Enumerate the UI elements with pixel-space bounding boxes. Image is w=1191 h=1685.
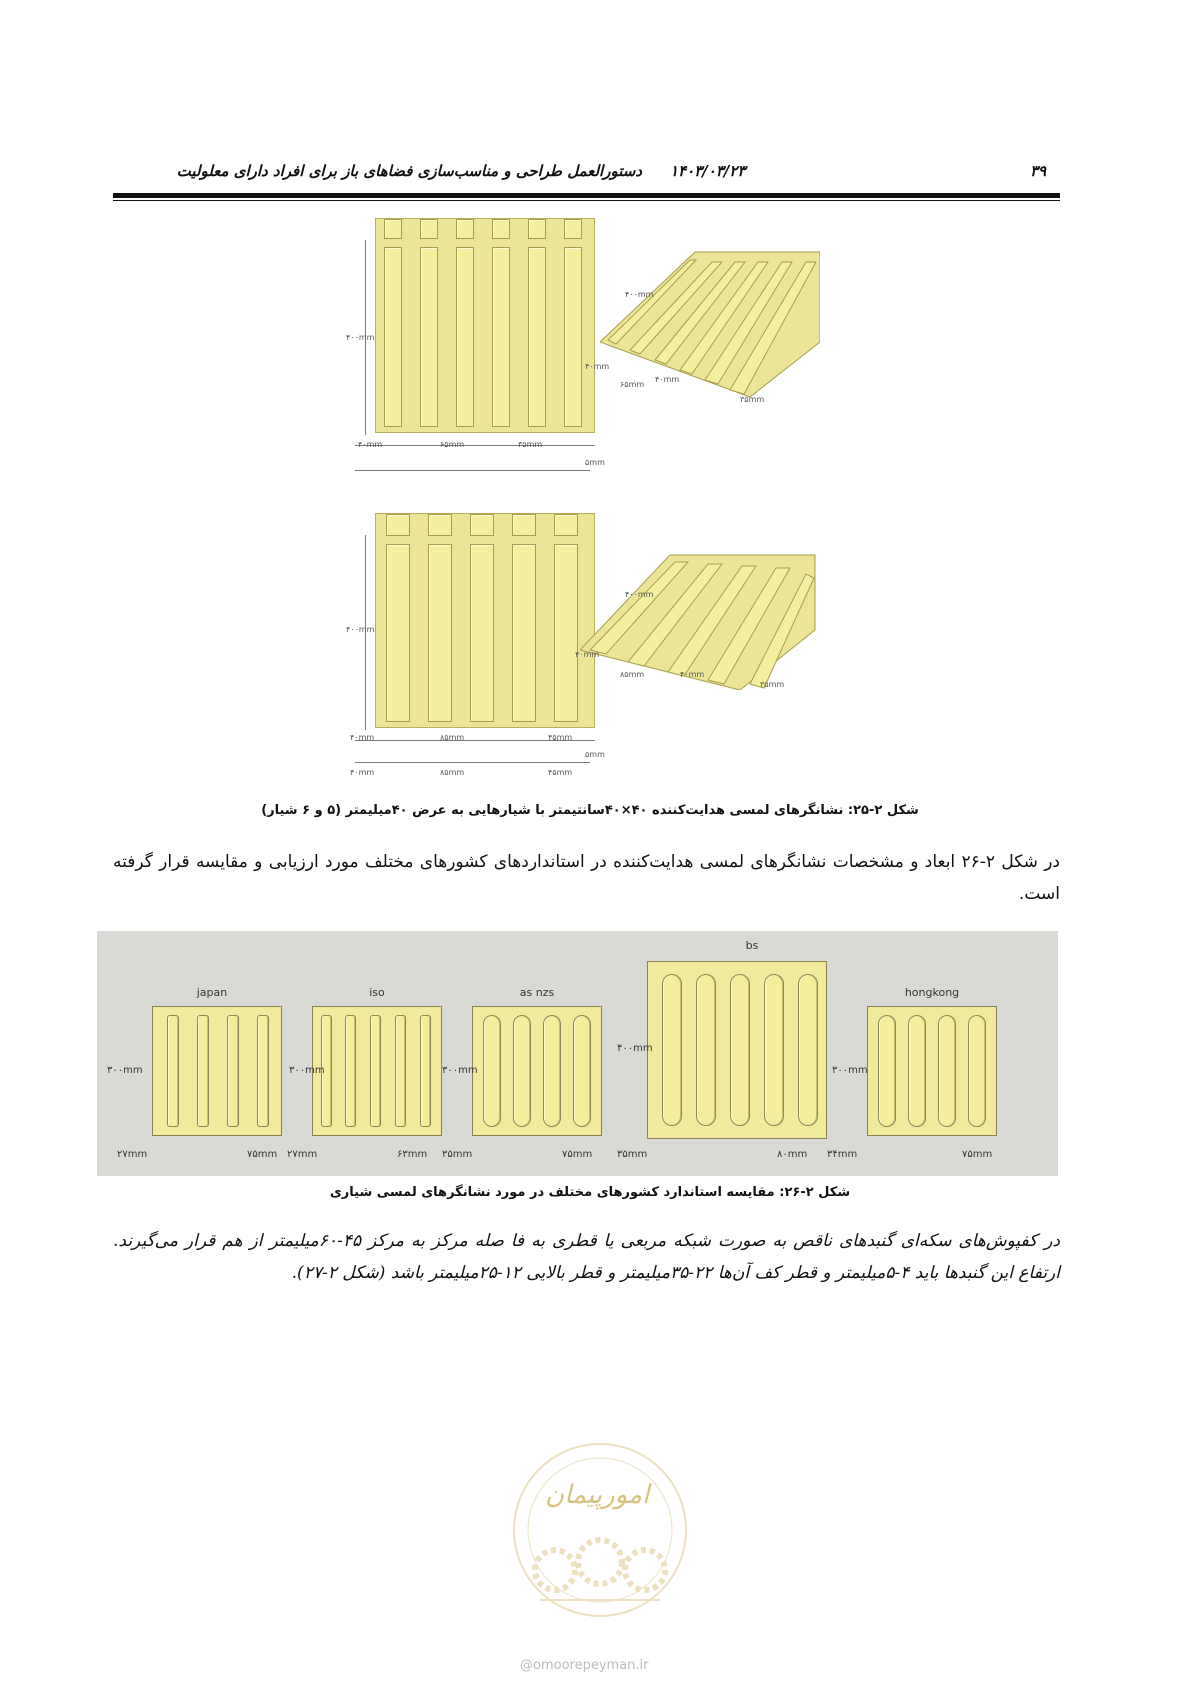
groove bbox=[730, 974, 750, 1126]
tile-right-dim: ۷۵mm bbox=[562, 1149, 593, 1160]
iso-label: ۴۰mm bbox=[585, 362, 610, 371]
groove bbox=[696, 974, 716, 1126]
tile-label: japan bbox=[196, 986, 228, 999]
watermark-logo-text: امورپیمان bbox=[545, 1480, 650, 1510]
groove bbox=[345, 1015, 356, 1127]
profile-line bbox=[355, 470, 590, 471]
groove bbox=[543, 1015, 561, 1127]
groove bbox=[420, 1015, 431, 1127]
header-date: ۱۴۰۳/۰۳/۲۳ bbox=[670, 162, 746, 180]
groove bbox=[257, 1015, 269, 1127]
groove-top bbox=[470, 514, 494, 536]
paragraph-2: در کفپوش‌های سکه‌ای گنبدهای ناقص به صورت شبکه مربعی یا قطری به فا صله مرکز به مرکز ۴۵-۶۰میلیمتر از هم قرار می‌گیرند. ارتفاع این گنبدها باید ۴-۵میلیمتر و قطر کف آن‌ها ۲۲-۳۵میلیمتر و قطر بالایی ۱۲-۲۵میلیمتر باشد (شکل ۲-۲۷). bbox=[113, 1231, 1060, 1283]
groove bbox=[483, 1015, 501, 1127]
header-rule bbox=[113, 193, 1060, 198]
figure-25-caption: شکل ۲-۲۵: نشانگرهای لمسی هدایت‌کننده ۴۰×۴۰سانتیمتر با شیارهایی به عرض ۴۰میلیمتر (۵ و ۶ شیار) bbox=[261, 803, 919, 818]
iso-label: ۳۵mm bbox=[740, 395, 765, 404]
iso-label: ۸۵mm bbox=[620, 670, 645, 679]
tile-right-dim: ۶۳mm bbox=[397, 1149, 428, 1160]
profile-dim: ۵mm bbox=[585, 458, 605, 467]
dim-label: ۴۵mm bbox=[548, 733, 573, 742]
tile-label: as nzs bbox=[519, 986, 555, 999]
tactile-tile-plan bbox=[375, 218, 595, 433]
tile-label: hongkong bbox=[904, 986, 960, 999]
groove-top bbox=[456, 219, 474, 239]
watermark-site: @omoorepeyman.ir bbox=[520, 1658, 649, 1673]
groove bbox=[798, 974, 818, 1126]
groove-top bbox=[528, 219, 546, 239]
profile-line bbox=[355, 762, 590, 763]
groove bbox=[167, 1015, 179, 1127]
groove bbox=[386, 544, 410, 722]
groove bbox=[513, 1015, 531, 1127]
profile-dim: ۸۵mm bbox=[440, 768, 465, 777]
tile-left-dim: ۲۷mm bbox=[117, 1149, 148, 1160]
groove-top bbox=[384, 219, 402, 239]
groove bbox=[554, 544, 578, 722]
groove-top bbox=[420, 219, 438, 239]
header-title: دستورالعمل طراحی و مناسب‌سازی فضاهای باز برای افراد دارای معلولیت bbox=[176, 162, 642, 180]
groove bbox=[492, 247, 510, 427]
iso-label: ۴۰mm bbox=[655, 375, 680, 384]
tile-height: ۳۰۰mm bbox=[832, 1065, 868, 1076]
groove bbox=[938, 1015, 956, 1127]
dim-label: ۴۰mm bbox=[358, 440, 383, 449]
groove bbox=[227, 1015, 239, 1127]
groove bbox=[197, 1015, 209, 1127]
tile-right-dim: ۷۵mm bbox=[962, 1149, 993, 1160]
watermark-logo bbox=[510, 1440, 690, 1620]
tactile-tile-isometric bbox=[580, 550, 820, 690]
groove bbox=[428, 544, 452, 722]
tile-height: ۴۰۰mm bbox=[617, 1043, 653, 1054]
iso-label: ۴۰۰mm bbox=[625, 290, 654, 299]
groove-top bbox=[428, 514, 452, 536]
groove bbox=[456, 247, 474, 427]
tactile-tile-isometric bbox=[600, 222, 820, 402]
groove bbox=[908, 1015, 926, 1127]
groove bbox=[395, 1015, 406, 1127]
groove bbox=[370, 1015, 381, 1127]
groove-top bbox=[512, 514, 536, 536]
groove bbox=[420, 247, 438, 427]
tile-height: ۳۰۰mm bbox=[442, 1065, 478, 1076]
header-rule-thin bbox=[113, 200, 1060, 201]
iso-label: ۴۰mm bbox=[575, 650, 600, 659]
dim-label: ۴۰mm bbox=[350, 733, 375, 742]
figure-26-caption: شکل ۲-۲۶: مقایسه استاندارد کشورهای مختلف در مورد نشانگرهای لمسی شیاری bbox=[329, 1185, 851, 1200]
dimension-line bbox=[355, 445, 595, 446]
groove bbox=[878, 1015, 896, 1127]
tile-iso bbox=[312, 1006, 442, 1136]
figure-26-panel bbox=[97, 931, 1058, 1176]
groove bbox=[528, 247, 546, 427]
dim-label: ۳۵mm bbox=[518, 440, 543, 449]
page-number: ۳۹ bbox=[1030, 162, 1047, 180]
tile-japan bbox=[152, 1006, 282, 1136]
groove-top bbox=[492, 219, 510, 239]
groove bbox=[968, 1015, 986, 1127]
tile-height: ۳۰۰mm bbox=[289, 1065, 325, 1076]
groove bbox=[764, 974, 784, 1126]
iso-label: ۶۵mm bbox=[620, 380, 645, 389]
profile-dim: ۵mm bbox=[585, 750, 605, 759]
tile-hongkong bbox=[867, 1006, 997, 1136]
tile-left-dim: ۲۷mm bbox=[287, 1149, 318, 1160]
tile-right-dim: ۷۵mm bbox=[247, 1149, 278, 1160]
paragraph-1: در شکل ۲-۲۶ ابعاد و مشخصات نشانگرهای لمسی هدایت‌کننده در استانداردهای کشورهای مختلف مورد ارزیابی و مقایسه قرار گرفته است. bbox=[113, 852, 1060, 904]
tile-bs bbox=[647, 961, 827, 1139]
dim-label: ۶۵mm bbox=[440, 440, 465, 449]
iso-label: ۴۰mm bbox=[680, 670, 705, 679]
tile-label: bs bbox=[745, 939, 759, 952]
tile-left-dim: ۳۵mm bbox=[442, 1149, 473, 1160]
groove bbox=[573, 1015, 591, 1127]
dim-label: ۸۵mm bbox=[440, 733, 465, 742]
tile-as-nzs bbox=[472, 1006, 602, 1136]
tile-left-dim: ۳۵mm bbox=[617, 1149, 648, 1160]
groove bbox=[564, 247, 582, 427]
groove bbox=[662, 974, 682, 1126]
groove bbox=[512, 544, 536, 722]
groove bbox=[470, 544, 494, 722]
groove bbox=[384, 247, 402, 427]
profile-dim: ۴۰mm bbox=[350, 768, 375, 777]
groove-top bbox=[554, 514, 578, 536]
tile-right-dim: ۸۰mm bbox=[777, 1149, 808, 1160]
tile-height: ۳۰۰mm bbox=[107, 1065, 143, 1076]
height-label: ۴۰۰mm bbox=[346, 625, 375, 634]
iso-label: ۴۰۰mm bbox=[625, 590, 654, 599]
groove-top bbox=[386, 514, 410, 536]
profile-dim: ۴۵mm bbox=[548, 768, 573, 777]
tactile-tile-plan bbox=[375, 513, 595, 728]
iso-label: ۳۵mm bbox=[760, 680, 785, 689]
tile-label: iso bbox=[369, 986, 385, 999]
groove-top bbox=[564, 219, 582, 239]
height-label: ۴۰۰mm bbox=[346, 333, 375, 342]
tile-left-dim: ۳۴mm bbox=[827, 1149, 858, 1160]
